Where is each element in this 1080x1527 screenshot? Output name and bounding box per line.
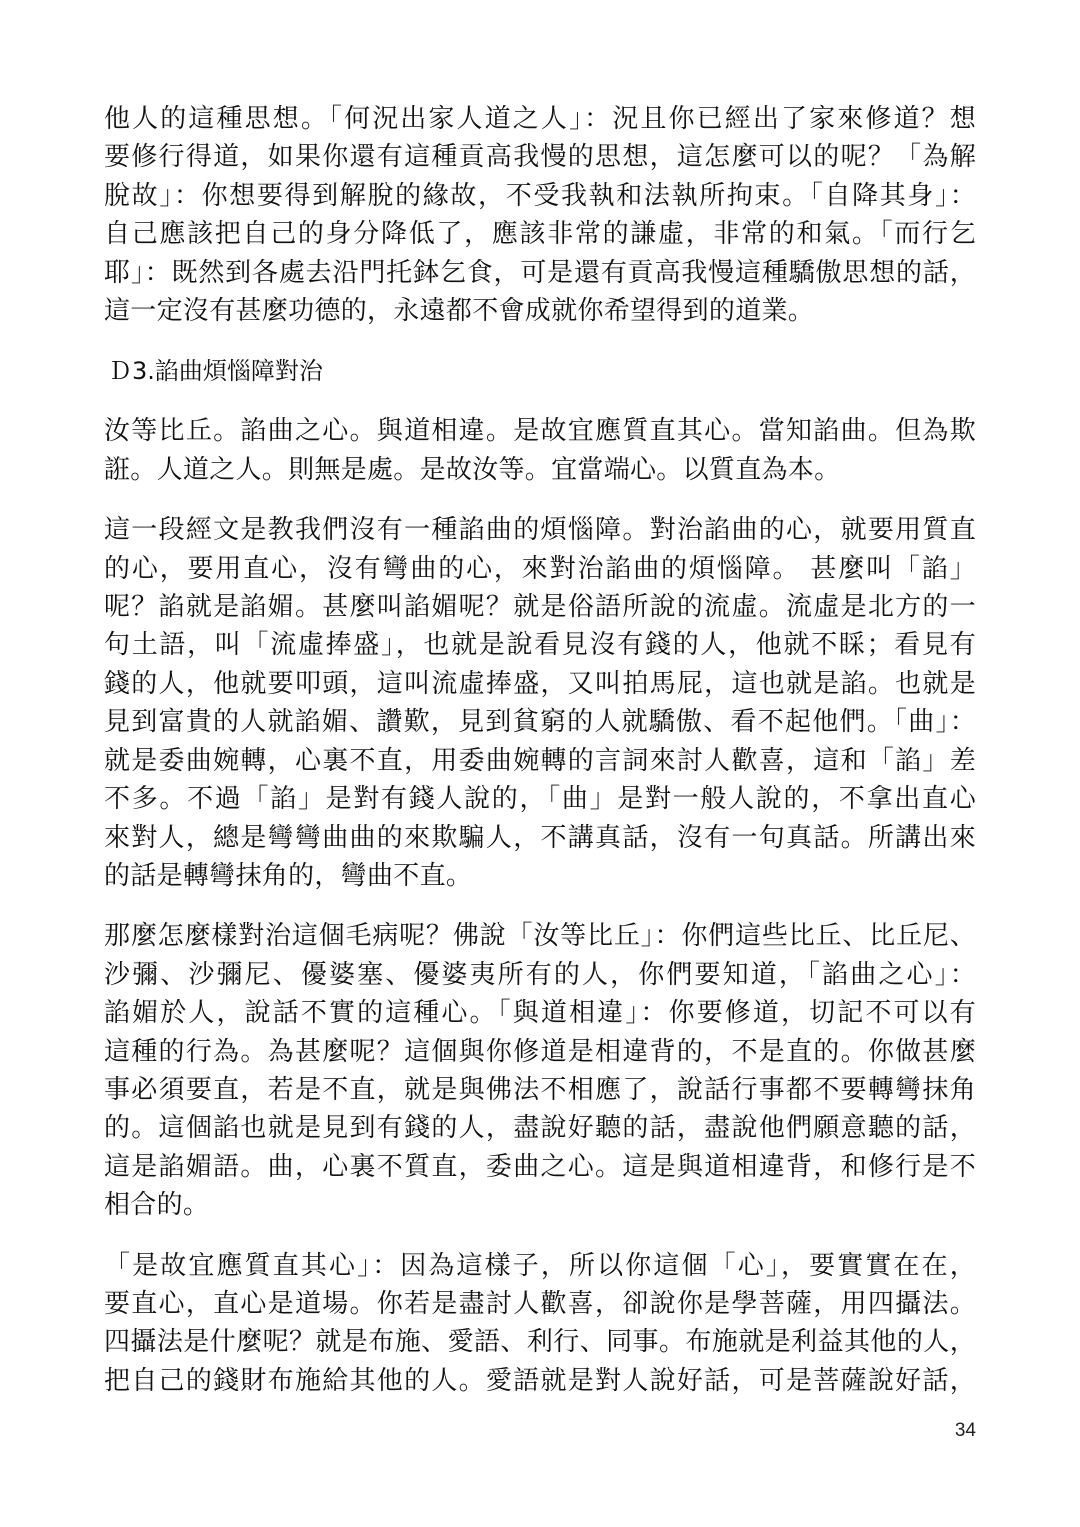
text-line: 的話是轉彎抹角的，彎曲不直。 xyxy=(104,860,473,891)
paragraph xyxy=(104,917,976,1224)
text-line: 這一段經文是教我們沒有一種諂曲的煩惱障。對治諂曲的心，就要用質直 xyxy=(104,515,976,546)
text-line: 要直心，直心是道場。你若是盡討人歡喜，卻說你是學菩薩，用四攝法。 xyxy=(104,1288,976,1319)
document-body xyxy=(104,100,976,1422)
text-line: 把自己的錢財布施給其他的人。愛語就是對人說好話，可是菩薩說好話， xyxy=(104,1365,976,1396)
text-line: 的心，要用直心，沒有彎曲的心，來對治諂曲的煩惱障。 甚麼叫「諂」 xyxy=(104,553,976,584)
text-line: 脫故」：你想要得到解脫的緣故，不受我執和法執所拘束。「自降其身」： xyxy=(104,180,976,211)
text-line: 事必須要直，若是不直，就是與佛法不相應了，說話行事都不要轉彎抹角 xyxy=(104,1074,976,1105)
text-line: 句土語，叫「流虛捧盛」，也就是說看見沒有錢的人，他就不睬；看見有 xyxy=(104,630,976,661)
text-line: 誑。人道之人。則無是處。是故汝等。宜當端心。以質直為本。 xyxy=(104,454,841,485)
text-line: 他人的這種思想。「何況出家人道之人」：況且你已經出了家來修道？想 xyxy=(104,104,976,134)
text-line: 這是諂媚語。曲，心裏不質直，委曲之心。這是與道相違背，和修行是不 xyxy=(104,1151,976,1182)
text-line: 要修行得道，如果你還有這種貢高我慢的思想，這怎麼可以的呢？「為解 xyxy=(104,142,976,173)
paragraph xyxy=(104,100,976,330)
section-heading: Ｄ3.諂曲煩惱障對治 xyxy=(108,357,323,386)
text-line: 就是委曲婉轉，心裏不直，用委曲婉轉的言詞來討人歡喜，這和「諂」差 xyxy=(104,745,976,776)
text-line: 諂媚於人，說話不實的這種心。「與道相違」：你要修道，切記不可以有 xyxy=(104,998,976,1029)
text-line: 汝等比丘。諂曲之心。與道相違。是故宜應質直其心。當知諂曲。但為欺 xyxy=(104,416,976,447)
paragraph xyxy=(104,511,976,895)
text-line: 見到富貴的人就諂媚、讚歎，見到貧窮的人就驕傲、看不起他們。「曲」： xyxy=(104,707,976,738)
text-line: 「是故宜應質直其心」：因為這樣子，所以你這個「心」，要實實在在， xyxy=(104,1250,976,1281)
text-line: 四攝法是什麼呢？就是布施、愛語、利行、同事。布施就是利益其他的人， xyxy=(104,1327,976,1358)
text-line: 這一定沒有甚麼功德的，永遠都不會成就你希望得到的道業。 xyxy=(104,296,815,327)
page-number: 34 xyxy=(954,1420,976,1441)
text-line: 那麼怎麼樣對治這個毛病呢？佛說「汝等比丘」：你們這些比丘、比丘尼、 xyxy=(104,921,976,952)
text-line: 的。這個諂也就是見到有錢的人，盡說好聽的話，盡說他們願意聽的話， xyxy=(104,1113,976,1144)
text-line: 耶」：既然到各處去沿門托鉢乞食，可是還有貢高我慢這種驕傲思想的話， xyxy=(104,257,976,288)
text-line: 不多。不過「諂」是對有錢人說的，「曲」是對一般人說的，不拿出直心 xyxy=(104,784,976,815)
text-line: 沙彌、沙彌尼、優婆塞、優婆夷所有的人，你們要知道，「諂曲之心」： xyxy=(104,959,976,990)
paragraph xyxy=(104,412,976,489)
text-line: 錢的人，他就要叩頭，這叫流虛捧盛，又叫拍馬屁，這也就是諂。也就是 xyxy=(104,668,976,699)
text-line: 來對人，總是彎彎曲曲的來欺騙人，不講真話，沒有一句真話。所講出來 xyxy=(104,822,976,853)
text-line: 呢？諂就是諂媚。甚麼叫諂媚呢？就是俗語所說的流虛。流虛是北方的一 xyxy=(104,592,976,623)
text-line: 相合的。 xyxy=(104,1190,210,1221)
paragraph xyxy=(104,1247,976,1401)
text-line: 這種的行為。為甚麼呢？這個與你修道是相違背的，不是直的。你做甚麼 xyxy=(104,1036,976,1067)
text-line: 自己應該把自己的身分降低了，應該非常的謙虛，非常的和氣。「而行乞 xyxy=(104,219,976,250)
